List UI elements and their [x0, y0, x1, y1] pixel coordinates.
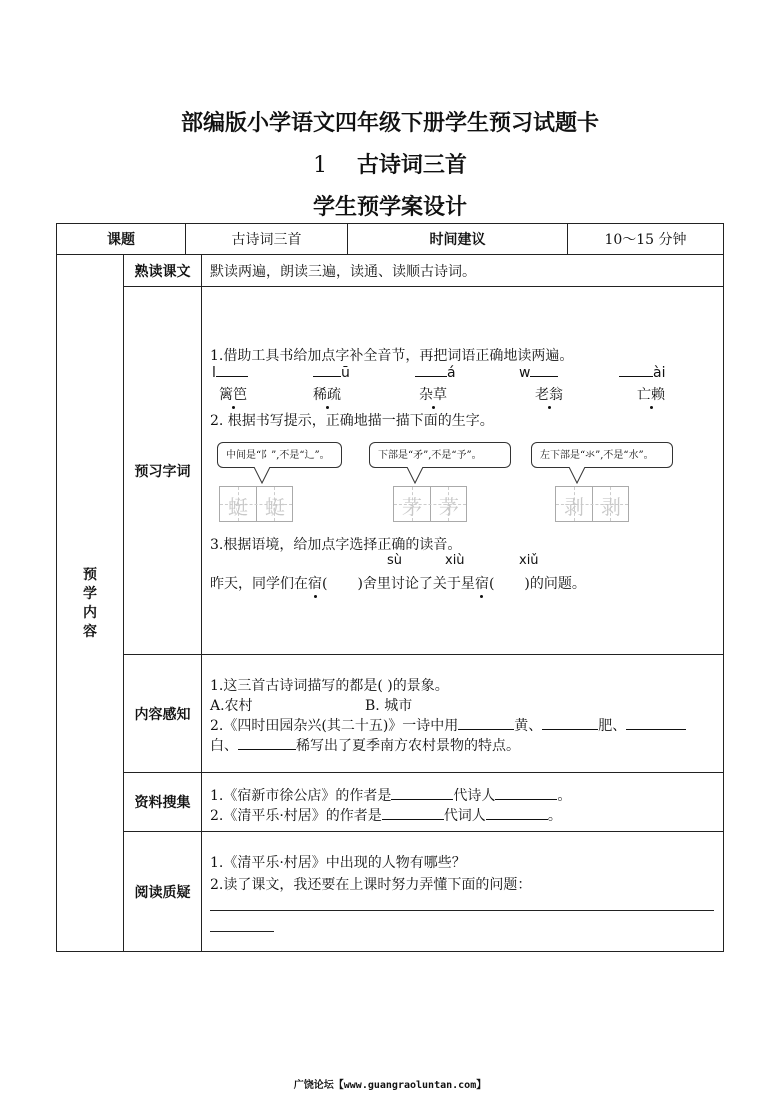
row-divider: [123, 654, 723, 655]
tracing-grid-2[interactable]: [393, 486, 467, 522]
document-title: 部编版小学语文四年级下册学生预习试题卡: [180, 111, 599, 136]
vocab-q2: 2. 根据书写提示，正确地描一描下面的生字。: [210, 413, 494, 429]
vocab-q1: 1.借助工具书给加点字补全音节，再把词语正确地读两遍。: [210, 348, 574, 364]
design-title: 学生预学案设计: [312, 195, 467, 220]
research-q1: 1.《宿新市徐公店》的作者是 代诗人 。: [210, 788, 572, 804]
tracing-char: 茅: [402, 495, 422, 519]
content-q1: 1.这三首古诗词描写的都是( )的景象。: [210, 678, 449, 694]
q3-pinyin-2: xiù: [445, 553, 465, 568]
lesson-number: 1: [313, 153, 328, 178]
section-label-cell: [57, 255, 123, 953]
vocab-word-5: 亡赖: [637, 384, 665, 404]
q3-pinyin-1: sù: [387, 553, 403, 568]
row-divider: [123, 772, 723, 773]
tracing-char: 蜓: [265, 495, 285, 519]
preview-table: [56, 223, 724, 952]
pinyin-blank-4: w: [519, 364, 558, 381]
research-q2: 2.《清平乐·村居》的作者是 代词人 。: [210, 808, 562, 824]
content-label: 内容感知: [134, 706, 191, 723]
vocab-label: 预习字词: [134, 463, 191, 480]
tracing-char: 剥: [564, 495, 584, 519]
questions-q2: 2.读了课文，我还要在上课时努力弄懂下面的问题：: [210, 877, 532, 893]
pinyin-blank-1: l: [212, 364, 248, 381]
content-q2-line1: 2.《四时田园杂兴(其二十五)》一诗中用 黄、 肥、: [210, 715, 686, 735]
section-label: 预 学 内 容: [83, 567, 97, 640]
topic-value: 古诗词三首: [231, 232, 302, 248]
questions-q1: 1.《清平乐·村居》中出现的人物有哪些？: [210, 855, 466, 871]
lesson-title: 古诗词三首: [356, 152, 467, 178]
vocab-word-3: 杂草: [419, 384, 447, 404]
questions-label: 阅读质疑: [134, 885, 191, 901]
content-q2-line2: 白、 稀写出了夏季南方农村景物的特点。: [210, 738, 520, 754]
reading-label: 熟读课文: [134, 263, 191, 280]
reading-text: 默读两遍，朗读三遍，读通、读顺古诗词。: [210, 264, 476, 280]
answer-line[interactable]: [210, 910, 714, 911]
pinyin-blank-5: ài: [619, 364, 665, 381]
writing-tip-3: 左下部是“氺”,不是“水”。: [531, 442, 673, 468]
tracing-char: 茅: [439, 495, 459, 519]
vocab-word-1: 篱笆: [219, 384, 247, 404]
tracing-grid-1[interactable]: [219, 486, 293, 522]
tracing-char: 剥: [601, 495, 621, 519]
q3-pinyin-3: xiǔ: [519, 553, 539, 568]
time-value: 10～15 分钟: [604, 232, 687, 248]
answer-line[interactable]: [210, 931, 274, 932]
vocab-word-4: 老翁: [535, 384, 563, 404]
bubble-tail: [567, 467, 591, 485]
pinyin-blank-2: ū: [313, 364, 350, 381]
bubble-tail: [405, 467, 429, 485]
pinyin-blank-3: á: [415, 364, 456, 381]
vocab-q3-sentence: 昨天，同学们在宿( )舍里讨论了关于星宿( )的问题。: [210, 573, 586, 593]
writing-tip-2: 下部是“矛”,不是“予”。: [369, 442, 511, 468]
time-label: 时间建议: [429, 232, 486, 248]
content-option-a: A.农村: [210, 698, 253, 714]
research-label: 资料搜集: [134, 795, 191, 811]
tracing-grid-3[interactable]: [555, 486, 629, 522]
topic-label: 课题: [107, 232, 135, 248]
writing-tip-1: 中间是“⻖”,不是“⻌”。: [217, 442, 342, 468]
content-option-b: B. 城市: [365, 698, 413, 714]
vocab-word-2: 稀疏: [313, 384, 341, 404]
footer-source: 广饶论坛【www.guangraoluntan.com】: [293, 1080, 487, 1091]
vocab-q3: 3.根据语境，给加点字选择正确的读音。: [210, 537, 462, 553]
row-divider: [123, 286, 723, 287]
col-divider: [201, 254, 202, 951]
row-divider: [123, 831, 723, 832]
lesson-heading: [0, 148, 780, 179]
bubble-tail: [252, 467, 276, 485]
tracing-char: 蜓: [228, 495, 248, 519]
